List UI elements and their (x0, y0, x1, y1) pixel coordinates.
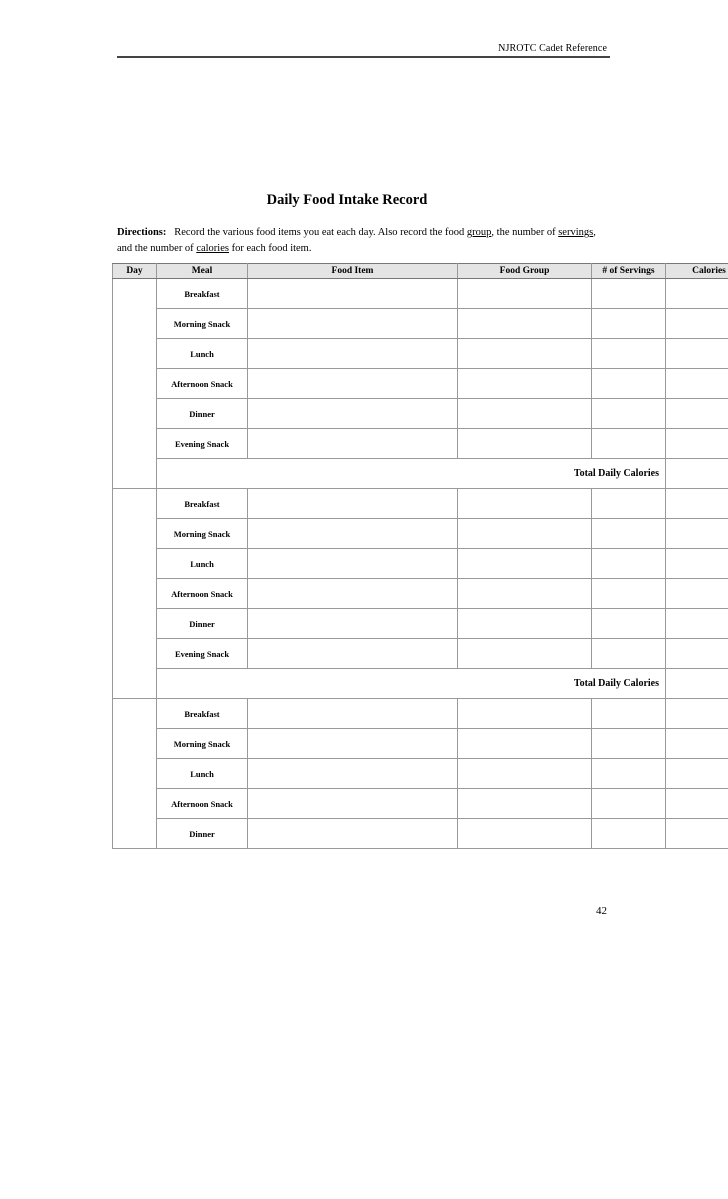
calories-cell[interactable] (666, 759, 728, 789)
table-row (113, 399, 728, 429)
food-item-cell[interactable] (248, 279, 458, 309)
column-header-servings: # of Servings (592, 264, 666, 279)
table-row (113, 519, 728, 549)
calories-cell[interactable] (666, 489, 728, 519)
food-group-cell[interactable] (458, 279, 592, 309)
servings-cell[interactable] (592, 429, 666, 459)
meal-label: Dinner (157, 819, 248, 849)
food-item-cell[interactable] (248, 789, 458, 819)
servings-cell[interactable] (592, 759, 666, 789)
calories-cell[interactable] (666, 549, 728, 579)
servings-cell[interactable] (592, 399, 666, 429)
total-row (113, 669, 728, 699)
directions-servings: servings (558, 227, 594, 238)
servings-cell[interactable] (592, 549, 666, 579)
servings-cell[interactable] (592, 279, 666, 309)
food-group-cell[interactable] (458, 789, 592, 819)
total-row (113, 459, 728, 489)
meal-label: Afternoon Snack (157, 579, 248, 609)
column-header-day: Day (113, 264, 157, 279)
meal-label: Breakfast (157, 699, 248, 729)
directions-part1: Record the various food items you eat each day. Also record the food (174, 227, 467, 238)
food-item-cell[interactable] (248, 699, 458, 729)
food-group-cell[interactable] (458, 549, 592, 579)
meal-label: Dinner (157, 399, 248, 429)
food-intake-table (112, 263, 728, 849)
food-item-cell[interactable] (248, 819, 458, 849)
food-group-cell[interactable] (458, 819, 592, 849)
food-group-cell[interactable] (458, 639, 592, 669)
column-header-calories: Calories (666, 264, 728, 279)
column-header-food-group: Food Group (458, 264, 592, 279)
directions-label: Directions: (117, 227, 167, 238)
column-header-meal: Meal (157, 264, 248, 279)
servings-cell[interactable] (592, 789, 666, 819)
total-daily-calories-label: Total Daily Calories (157, 669, 666, 699)
table-row (113, 309, 728, 339)
servings-cell[interactable] (592, 339, 666, 369)
meal-label: Lunch (157, 549, 248, 579)
table-row (113, 339, 728, 369)
day-cell[interactable] (113, 699, 157, 849)
page-number: 42 (596, 905, 607, 917)
day-block (113, 279, 728, 489)
directions-group: group (466, 227, 492, 238)
servings-cell[interactable] (592, 729, 666, 759)
meal-label: Afternoon Snack (157, 789, 248, 819)
calories-cell[interactable] (666, 279, 728, 309)
food-item-cell[interactable] (248, 339, 458, 369)
table-row (113, 429, 728, 459)
header-rule (117, 56, 610, 58)
calories-cell[interactable] (666, 579, 728, 609)
table-row (113, 549, 728, 579)
food-item-cell[interactable] (248, 609, 458, 639)
food-group-cell[interactable] (458, 309, 592, 339)
table-row (113, 789, 728, 819)
meal-label: Evening Snack (157, 429, 248, 459)
calories-cell[interactable] (666, 339, 728, 369)
calories-cell[interactable] (666, 309, 728, 339)
calories-cell[interactable] (666, 399, 728, 429)
food-item-cell[interactable] (248, 429, 458, 459)
table-row (113, 579, 728, 609)
calories-cell[interactable] (666, 789, 728, 819)
food-group-cell[interactable] (458, 489, 592, 519)
calories-cell[interactable] (666, 369, 728, 399)
meal-label: Breakfast (157, 489, 248, 519)
calories-cell[interactable] (666, 429, 728, 459)
directions-part2: , the number of (491, 227, 559, 238)
calories-cell[interactable] (666, 729, 728, 759)
calories-cell[interactable] (666, 699, 728, 729)
day-cell[interactable] (113, 489, 157, 699)
food-group-cell[interactable] (458, 429, 592, 459)
table-row (113, 699, 728, 729)
table-row (113, 639, 728, 669)
food-group-cell[interactable] (458, 399, 592, 429)
meal-label: Lunch (157, 339, 248, 369)
food-group-cell[interactable] (458, 369, 592, 399)
table-row (113, 279, 728, 309)
servings-cell[interactable] (592, 609, 666, 639)
food-item-cell[interactable] (248, 579, 458, 609)
servings-cell[interactable] (592, 369, 666, 399)
running-header: NJROTC Cadet Reference (498, 43, 607, 54)
servings-cell[interactable] (592, 699, 666, 729)
servings-cell[interactable] (592, 309, 666, 339)
document-title: Daily Food Intake Record (266, 192, 428, 208)
table-row (113, 369, 728, 399)
food-item-cell[interactable] (248, 639, 458, 669)
food-item-cell[interactable] (248, 729, 458, 759)
food-item-cell[interactable] (248, 399, 458, 429)
servings-cell[interactable] (592, 639, 666, 669)
food-group-cell[interactable] (458, 609, 592, 639)
food-item-cell[interactable] (248, 369, 458, 399)
calories-cell[interactable] (666, 639, 728, 669)
table-header-row (113, 264, 728, 279)
directions-text (117, 225, 597, 257)
food-group-cell[interactable] (458, 699, 592, 729)
food-item-cell[interactable] (248, 759, 458, 789)
total-daily-calories-label: Total Daily Calories (157, 459, 666, 489)
servings-cell[interactable] (592, 489, 666, 519)
meal-label: Morning Snack (157, 309, 248, 339)
calories-cell[interactable] (666, 609, 728, 639)
calories-cell[interactable] (666, 819, 728, 849)
meal-label: Breakfast (157, 279, 248, 309)
day-block (113, 699, 728, 849)
food-item-cell[interactable] (248, 309, 458, 339)
food-group-cell[interactable] (458, 579, 592, 609)
column-header-food-item: Food Item (248, 264, 458, 279)
total-calories-cell[interactable] (666, 459, 728, 489)
day-cell[interactable] (113, 279, 157, 489)
directions-part3: , and the number of (117, 227, 596, 254)
food-group-cell[interactable] (458, 729, 592, 759)
food-group-cell[interactable] (458, 339, 592, 369)
table-row (113, 489, 728, 519)
calories-cell[interactable] (666, 519, 728, 549)
table-row (113, 729, 728, 759)
food-group-cell[interactable] (458, 759, 592, 789)
meal-label: Lunch (157, 759, 248, 789)
directions-part4: for each food item. (228, 243, 312, 254)
servings-cell[interactable] (592, 519, 666, 549)
table-row (113, 819, 728, 849)
food-item-cell[interactable] (248, 519, 458, 549)
meal-label: Afternoon Snack (157, 369, 248, 399)
directions-calories: calories (196, 243, 229, 254)
meal-label: Morning Snack (157, 519, 248, 549)
meal-label: Evening Snack (157, 639, 248, 669)
meal-label: Morning Snack (157, 729, 248, 759)
food-group-cell[interactable] (458, 519, 592, 549)
day-block (113, 489, 728, 699)
food-item-cell[interactable] (248, 549, 458, 579)
meal-label: Dinner (157, 609, 248, 639)
servings-cell[interactable] (592, 819, 666, 849)
table-row (113, 609, 728, 639)
servings-cell[interactable] (592, 579, 666, 609)
table-row (113, 759, 728, 789)
food-item-cell[interactable] (248, 489, 458, 519)
total-calories-cell[interactable] (666, 669, 728, 699)
